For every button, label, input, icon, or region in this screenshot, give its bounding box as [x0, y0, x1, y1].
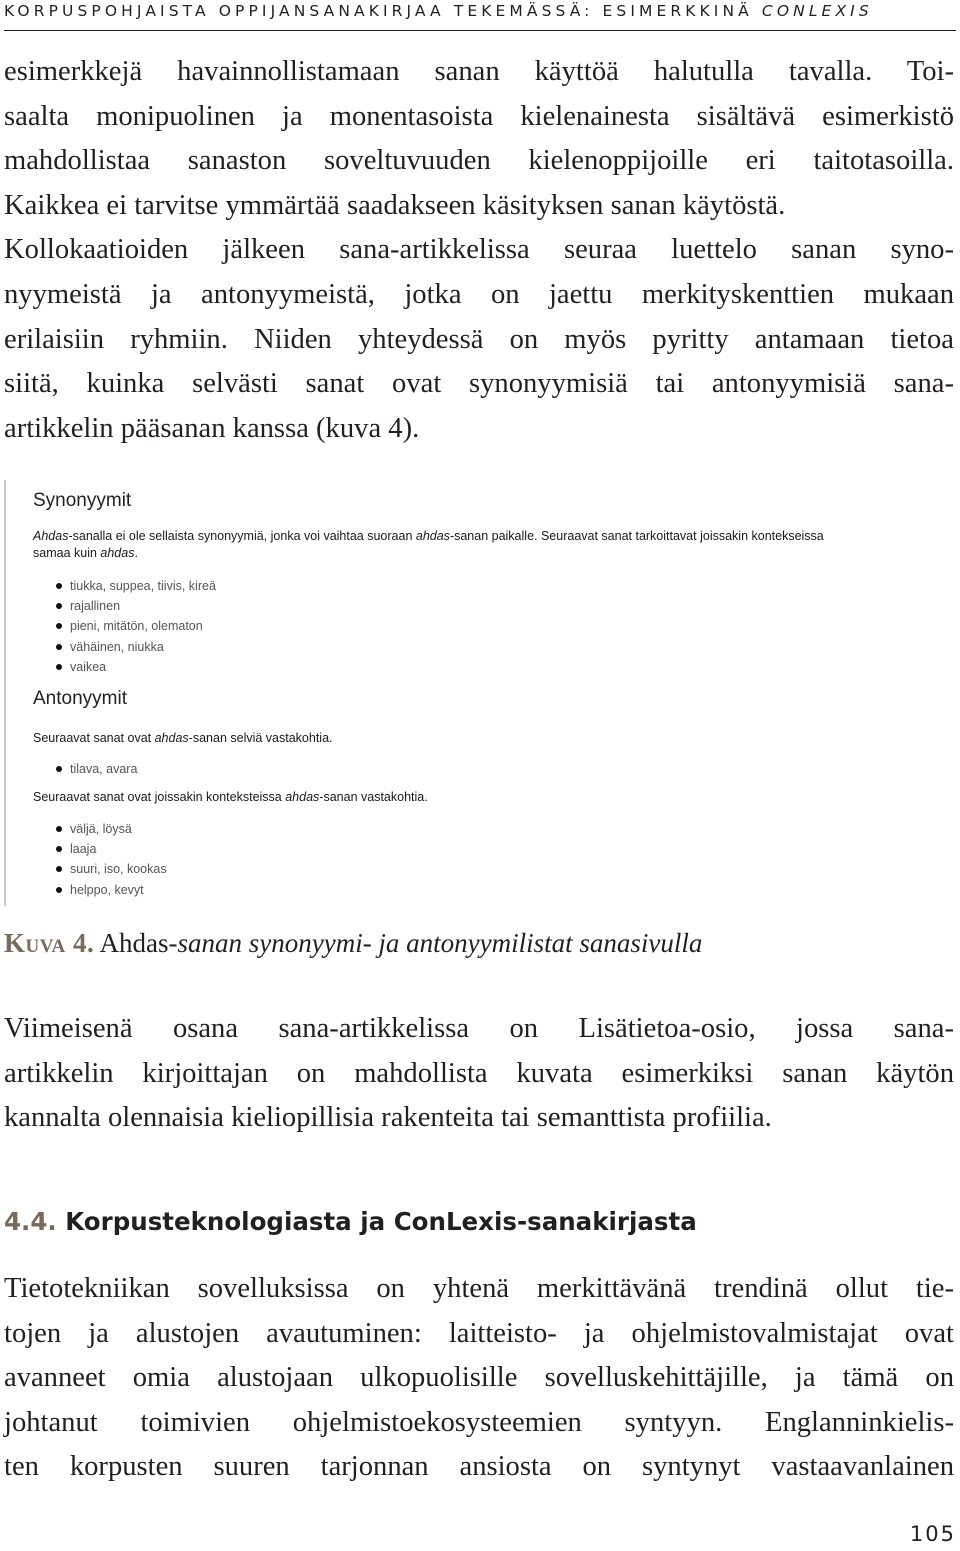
section-number: 4.4. — [4, 1207, 57, 1236]
list-item: vaikea — [56, 657, 216, 677]
text-line: artikkelin pääsanan kanssa (kuva 4). — [4, 412, 420, 444]
text-line: erilaisiin ryhmiin. Niiden yhteydessä on myös pyritty antamaan tietoa — [4, 323, 954, 355]
headword-emphasis: ahdas — [415, 529, 450, 543]
headword-emphasis: ahdas — [285, 790, 320, 804]
antonyms-intro-contextual — [33, 789, 833, 806]
tech-paragraph — [4, 1267, 954, 1490]
text-line: kannalta olennaisia kieliopillisia rakenteita tai semanttista profiilia. — [4, 1102, 772, 1134]
intro-text: -sanan vastakohtia. — [319, 790, 428, 804]
antonyms-list-clear — [56, 759, 137, 779]
list-item: suuri, iso, kookas — [56, 859, 167, 879]
text-line: saalta monipuolinen ja monentasoista kielenainesta sisältävä esimerkistö — [4, 100, 954, 132]
text-line: mahdollistaa sanaston soveltuvuuden kielenoppijoille eri taitotasoilla. — [4, 145, 954, 177]
figure-caption — [4, 925, 702, 961]
text-line: Tietotekniikan sovelluksissa on yhtenä merkittävänä trendinä ollut tie- — [4, 1273, 954, 1304]
text-line: Viimeisenä osana sana-artikkelissa on Lisätietoa-osio, jossa sana- — [4, 1013, 954, 1044]
list-item: väljä, löysä — [56, 819, 167, 839]
text-line: Kollokaatioiden jälkeen sana-artikkelissa seuraa luettelo sanan syno- — [4, 234, 954, 266]
list-item: tilava, avara — [56, 759, 137, 779]
text-line: avanneet omia alustojaan ulkopuolisille sovelluskehittäjille, ja tämä on — [4, 1362, 954, 1394]
list-item: tiukka, suppea, tiivis, kireä — [56, 576, 216, 596]
caption-label: Kuva 4. — [4, 928, 95, 958]
headword-emphasis: ahdas — [154, 731, 189, 745]
intro-paragraph — [4, 50, 954, 451]
synonyms-intro — [33, 528, 833, 562]
list-item: vähäinen, niukka — [56, 637, 216, 657]
running-header — [4, 0, 956, 31]
antonyms-list-contextual — [56, 819, 167, 900]
section-heading — [4, 1204, 697, 1240]
text-line: johtanut toimivien ohjelmistoekosysteemien syntyyn. Englanninkielis- — [4, 1406, 954, 1438]
intro-text: Seuraavat sanat ovat — [33, 731, 155, 745]
intro-text: -sanan paikalle. Seuraavat sanat tarkoittavat joissakin kontekseissa samaa kuin — [33, 529, 824, 560]
text-line: nyymeistä ja antonyymeistä, jotka on jaettu merkityskenttien mukaan — [4, 278, 954, 310]
headword-emphasis: ahdas — [100, 546, 135, 560]
text-line: ten korpusten suuren tarjonnan ansiosta on syntynyt vastaavanlainen — [4, 1451, 954, 1483]
headword-emphasis: Ahdas — [33, 529, 69, 543]
list-item: rajallinen — [56, 596, 216, 616]
intro-text: -sanan selviä vastakohtia. — [188, 731, 333, 745]
text-line: esimerkkejä havainnollistamaan sanan käyttöä halutulla tavalla. Toi- — [4, 56, 954, 87]
text-line: tojen ja alustojen avautuminen: laitteisto- ja ohjelmistovalmistajat ovat — [4, 1317, 954, 1349]
text-line: Kaikkea ei tarvitse ymmärtää saadakseen käsityksen sanan käytöstä. — [4, 189, 786, 221]
intro-text: -sanalla ei ole sellaista synonyymiä, jonka voi vaihtaa suoraan — [68, 529, 416, 543]
antonyms-intro-clear — [33, 730, 833, 747]
synonyms-list — [56, 576, 216, 677]
intro-text: . — [134, 546, 138, 560]
list-item: helppo, kevyt — [56, 880, 167, 900]
text-line: siitä, kuinka selvästi sanat ovat synonyymisiä tai antonyymisiä sana- — [4, 368, 954, 400]
figure-screenshot — [4, 480, 864, 906]
section-title: Korpusteknologiasta ja ConLexis-sanakirjasta — [65, 1207, 697, 1236]
caption-headword: Ahdas — [99, 928, 169, 958]
page-number: 105 — [909, 1522, 956, 1546]
running-header-italic: CONLEXIS — [761, 2, 873, 20]
list-item: pieni, mitätön, olematon — [56, 616, 216, 636]
running-header-text: KORPUSPOHJAISTA OPPIJANSANAKIRJAA TEKEMÄSSÄ: ESIMERKKINÄ — [4, 2, 762, 20]
list-item: laaja — [56, 839, 167, 859]
info-paragraph — [4, 1007, 954, 1141]
caption-text: -sanan synonyymi- ja antonyymilistat sanasivulla — [168, 928, 703, 958]
intro-text: Seuraavat sanat ovat joissakin konteksteissa — [33, 790, 286, 804]
synonyms-heading: Synonyymit — [33, 490, 132, 511]
antonyms-heading: Antonyymit — [33, 688, 127, 709]
text-line: artikkelin kirjoittajan on mahdollista kuvata esimerkiksi sanan käytön — [4, 1057, 954, 1089]
